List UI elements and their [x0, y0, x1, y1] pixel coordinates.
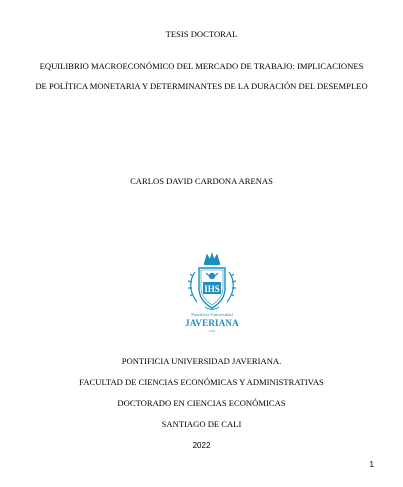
crest-icon: [181, 252, 243, 312]
faculty-name: FACULTAD DE CIENCIAS ECONÓMICAS Y ADMINISTRATIVAS: [79, 377, 324, 387]
logo-text-cali: Cali: [209, 329, 215, 333]
university-logo: [181, 252, 243, 336]
document-type: TESIS DOCTORAL: [165, 29, 238, 39]
thesis-title-line-1: EQUILIBRIO MACROECONÓMICO DEL MERCADO DE TRABAJO: IMPLICACIONES: [39, 61, 364, 71]
thesis-title-line-2: DE POLÍTICA MONETARIA Y DETERMINANTES DE LA DURACIÓN DEL DESEMPLEO: [35, 81, 368, 91]
logo-text-javeriana: JAVERIANA: [185, 318, 239, 328]
year: 2022: [192, 441, 211, 450]
logo-text-pontificia: Pontificia Universidad: [191, 312, 233, 317]
logo-monogram: IHS: [204, 284, 220, 294]
university-name: PONTIFICIA UNIVERSIDAD JAVERIANA.: [121, 356, 282, 366]
author-name: CARLOS DAVID CARDONA ARENAS: [130, 176, 273, 186]
program-name: DOCTORADO EN CIENCIAS ECONÓMICAS: [117, 398, 286, 408]
city-name: SANTIAGO DE CALI: [161, 419, 242, 429]
page-number: 1: [369, 460, 374, 469]
